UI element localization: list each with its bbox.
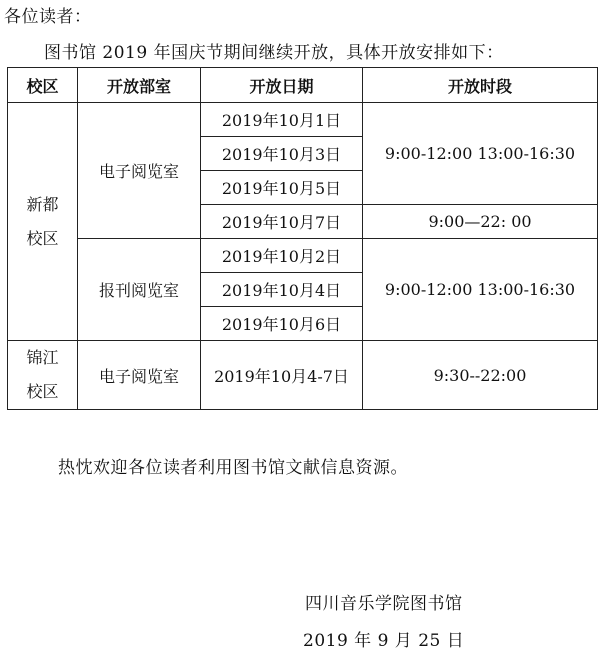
- date-cell: 2019年10月5日: [201, 171, 363, 205]
- date-cell: 2019年10月4日: [201, 273, 363, 307]
- date-cell: 2019年10月1日: [201, 103, 363, 137]
- signature-org: 四川音乐学院图书馆: [305, 594, 463, 614]
- date-cell: 2019年10月7日: [201, 205, 363, 239]
- time-cell: 9:00-12:00 13:00-16:30: [363, 103, 598, 205]
- room-name: 电子阅览室: [78, 103, 201, 239]
- time-cell: 9:30--22:00: [363, 341, 598, 410]
- closing-paragraph: 热忱欢迎各位读者利用图书馆文献信息资源。: [58, 458, 408, 478]
- table-row: [8, 341, 598, 410]
- header-time: 开放时段: [363, 68, 598, 103]
- table-row: [8, 103, 598, 137]
- table-row: [8, 239, 598, 273]
- greeting: 各位读者：: [4, 7, 92, 27]
- header-campus: 校区: [8, 68, 78, 103]
- campus-name-line2: 校区: [26, 382, 59, 401]
- campus-jinjiang: [8, 341, 78, 410]
- date-cell: 2019年10月3日: [201, 137, 363, 171]
- intro-paragraph: 图书馆 2019 年国庆节期间继续开放，具体开放安排如下：: [44, 43, 504, 63]
- date-cell: 2019年10月6日: [201, 307, 363, 341]
- campus-name-line1: 新都: [26, 194, 59, 214]
- date-cell: 2019年10月4-7日: [201, 341, 363, 410]
- room-name: 电子阅览室: [78, 341, 201, 410]
- date-cell: 2019年10月2日: [201, 239, 363, 273]
- campus-name-line2: 校区: [26, 228, 59, 248]
- campus-name-line1: 锦江: [26, 348, 59, 367]
- header-room: 开放部室: [78, 68, 201, 103]
- campus-xindu: [8, 103, 78, 341]
- header-date: 开放日期: [201, 68, 363, 103]
- room-name: 报刊阅览室: [78, 239, 201, 341]
- opening-schedule-table: [7, 67, 598, 410]
- time-cell: 9:00-12:00 13:00-16:30: [363, 239, 598, 341]
- table-header-row: [8, 68, 598, 103]
- signature-date: 2019 年 9 月 25 日: [303, 631, 465, 651]
- time-cell: 9:00—22: 00: [363, 205, 598, 239]
